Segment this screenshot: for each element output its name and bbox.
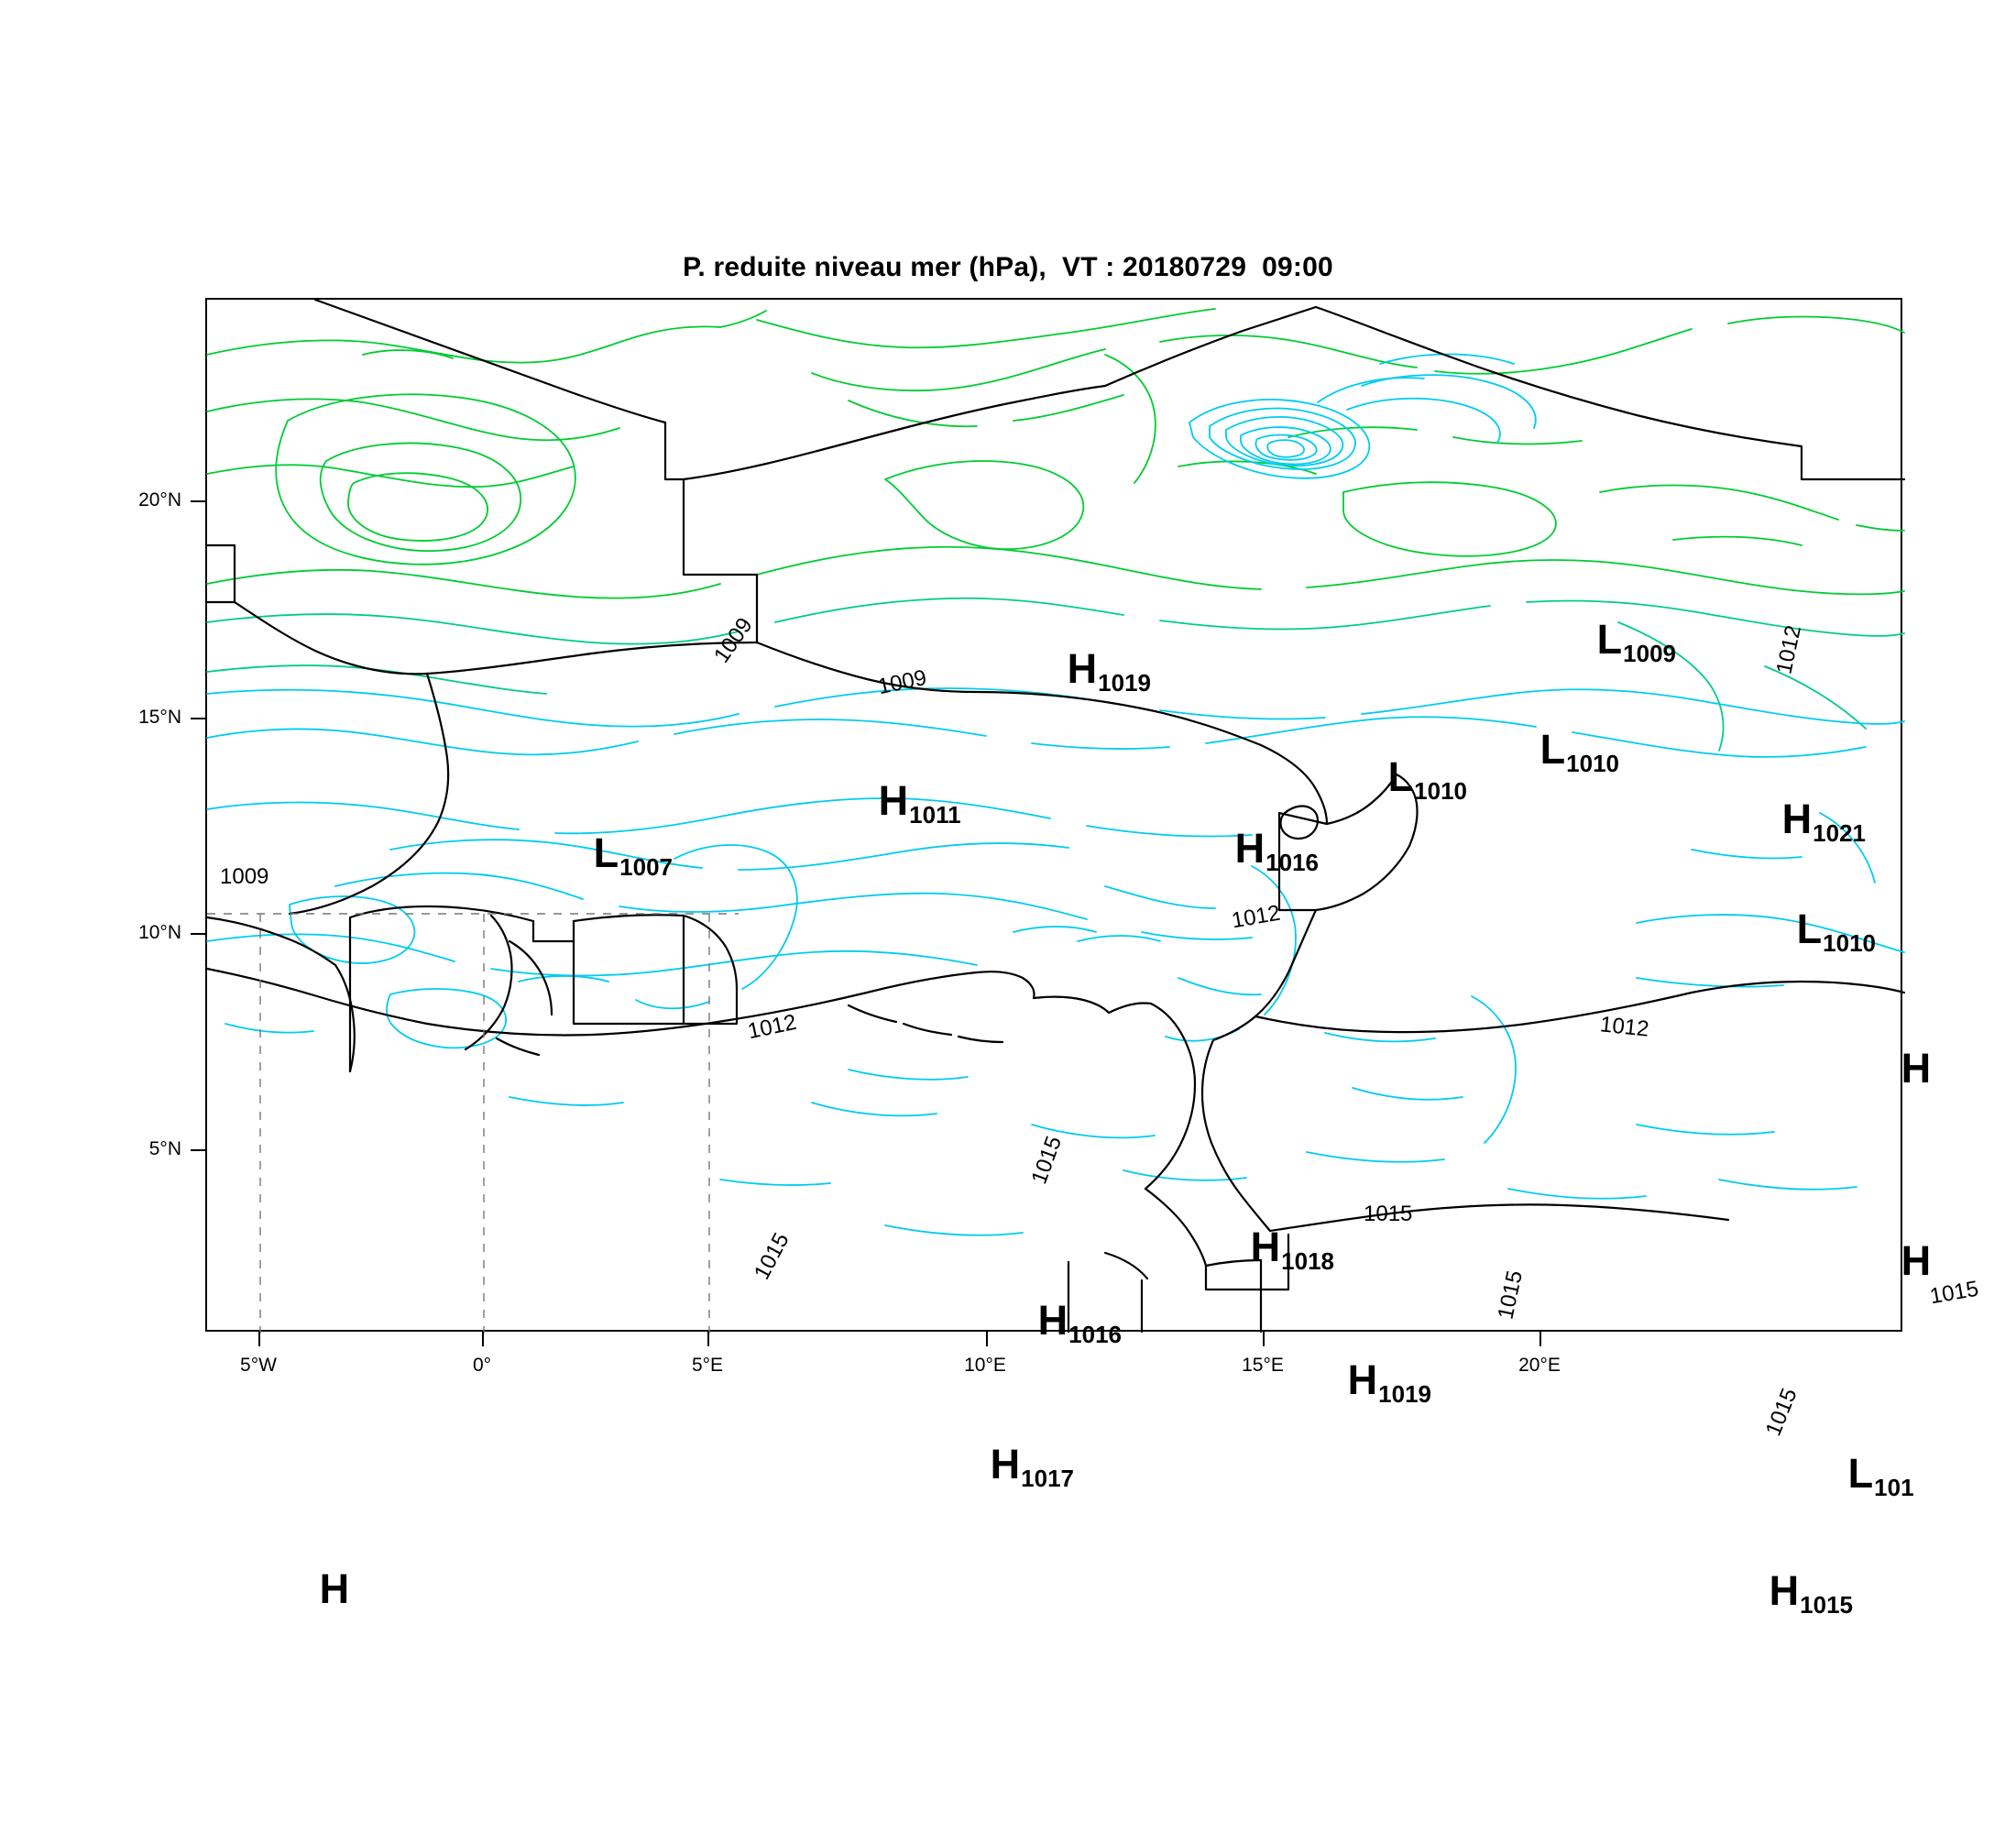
pressure-center-low	[1824, 1438, 1913, 1509]
contour-label: 1015	[1493, 1268, 1528, 1322]
high-symbol: H	[1769, 1567, 1800, 1614]
low-symbol: L	[1387, 753, 1414, 800]
high-value: 1016	[1265, 849, 1320, 876]
high-symbol: H	[1347, 1356, 1378, 1403]
x-axis-label: 5°E	[691, 1355, 724, 1376]
high-value: 1017	[1021, 1465, 1075, 1492]
pressure-center-high	[1043, 633, 1150, 704]
low-symbol: L	[1596, 616, 1623, 663]
y-tick-mark	[191, 933, 205, 935]
high-symbol: H	[878, 777, 909, 824]
high-symbol: H	[319, 1565, 350, 1612]
pressure-center-low	[1516, 714, 1618, 785]
pressure-center-high	[1226, 1212, 1333, 1282]
pressure-center-high	[854, 765, 960, 836]
high-symbol: H	[1037, 1297, 1068, 1344]
contour-label: 1012	[745, 1009, 799, 1045]
pressure-center-high	[1211, 813, 1318, 884]
high-value: 1019	[1098, 669, 1152, 697]
y-tick-mark	[191, 718, 205, 719]
contour-label: 1012	[1598, 1012, 1650, 1042]
y-tick-mark	[191, 500, 205, 502]
high-symbol: H	[1250, 1224, 1281, 1270]
low-value: 1010	[1823, 929, 1877, 957]
high-symbol: H	[1067, 645, 1098, 692]
pressure-center-high	[966, 1429, 1073, 1499]
pressure-center-low	[1772, 894, 1875, 964]
pressure-center-high	[1745, 1555, 1852, 1626]
low-value: 1010	[1414, 777, 1468, 805]
pressure-center-high	[1323, 1345, 1430, 1415]
x-axis-label: 10°E	[964, 1355, 1006, 1376]
pressure-center-low	[569, 818, 672, 888]
low-symbol: L	[1796, 906, 1823, 952]
low-value: 101	[1874, 1474, 1914, 1501]
high-symbol: H	[990, 1441, 1021, 1487]
contour-label: 1015	[1364, 1202, 1413, 1226]
pressure-center-high	[1013, 1285, 1121, 1356]
high-symbol: H	[1901, 1045, 1932, 1092]
x-tick-mark	[986, 1332, 988, 1346]
y-axis-label: 20°N	[138, 489, 181, 510]
contour-label: 1009	[220, 864, 269, 889]
contour-label: 1009	[708, 613, 758, 668]
page-title: P. reduite niveau mer (hPa), VT : 20180729 09:00	[683, 252, 1333, 282]
low-symbol: L	[1539, 726, 1566, 773]
high-value: 1015	[1800, 1591, 1854, 1619]
high-value: 1016	[1068, 1321, 1123, 1348]
x-axis-label: 5°W	[240, 1355, 277, 1376]
pressure-center-high	[1877, 1225, 1931, 1296]
pressure-center-high	[295, 1553, 349, 1624]
x-axis-label: 0°	[472, 1355, 492, 1376]
high-value: 1018	[1281, 1247, 1335, 1275]
x-axis-label: 20°E	[1518, 1355, 1561, 1376]
contour-label: 1009	[875, 664, 929, 700]
x-tick-mark	[1539, 1332, 1541, 1346]
low-symbol: L	[593, 829, 619, 876]
graticule-layer	[207, 300, 1904, 1334]
contour-label: 1012	[1229, 900, 1283, 934]
high-symbol: H	[1901, 1237, 1932, 1284]
y-tick-mark	[191, 1149, 205, 1151]
x-tick-mark	[707, 1332, 709, 1346]
y-axis-label: 10°N	[138, 922, 181, 943]
y-axis-label: 15°N	[138, 707, 181, 728]
x-tick-mark	[258, 1332, 260, 1346]
low-symbol: L	[1847, 1450, 1874, 1497]
pressure-center-high	[1877, 1033, 1931, 1103]
contour-label: 1015	[1927, 1276, 1981, 1310]
high-symbol: H	[1781, 796, 1813, 842]
high-value: 1019	[1378, 1380, 1432, 1408]
contour-label: 1015	[1760, 1385, 1802, 1440]
contour-label: 1015	[1026, 1133, 1068, 1188]
pressure-center-low	[1364, 741, 1466, 812]
low-value: 1007	[619, 853, 674, 881]
x-axis-label: 15°E	[1242, 1355, 1284, 1376]
y-axis-label: 5°N	[148, 1138, 181, 1159]
low-value: 1009	[1623, 640, 1677, 667]
high-value: 1021	[1813, 819, 1867, 847]
low-value: 1010	[1566, 750, 1620, 777]
x-tick-mark	[1263, 1332, 1265, 1346]
contour-label: 1015	[749, 1228, 794, 1284]
high-symbol: H	[1234, 825, 1265, 872]
pressure-center-low	[1572, 604, 1675, 675]
pressure-center-high	[1758, 784, 1865, 854]
x-tick-mark	[482, 1332, 484, 1346]
high-value: 1011	[909, 801, 961, 829]
contour-label: 1012	[1771, 622, 1806, 676]
